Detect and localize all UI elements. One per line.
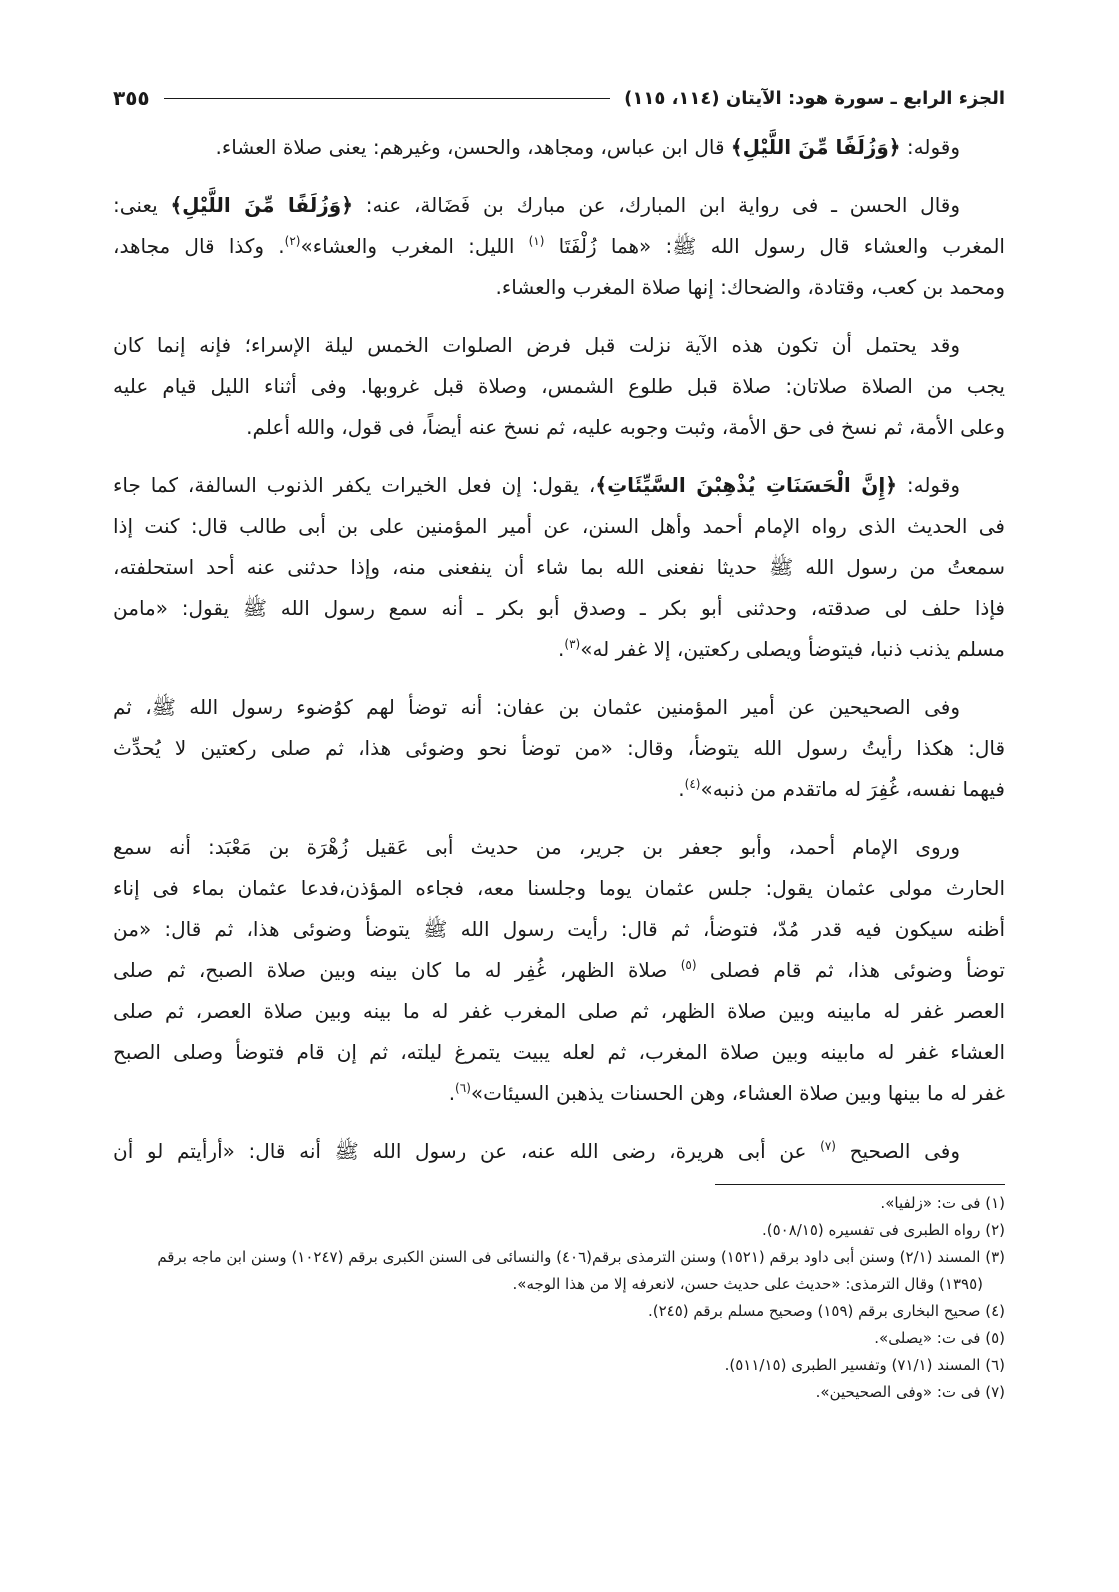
page-number: ٣٥٥ xyxy=(113,86,150,110)
footnote xyxy=(113,1190,1005,1217)
footnote-number: (٦) xyxy=(985,1356,1005,1374)
paragraph xyxy=(113,185,1005,308)
text-line xyxy=(113,407,1005,448)
text-line xyxy=(113,1032,1005,1073)
text-run: فيهما نفسه، غُفِرَ له ماتقدم من ذنبه» xyxy=(700,777,1005,801)
text-run: . xyxy=(558,637,565,661)
text-run: قال ابن عباس، ومجاهد، والحسن، وغيرهم: يعنى صلاة العشاء. xyxy=(215,135,731,159)
footnote-number: (١) xyxy=(985,1194,1005,1212)
text-line xyxy=(113,868,1005,909)
text-run: وقوله: xyxy=(896,473,960,497)
footnote-ref: (٦) xyxy=(455,1081,471,1095)
text-run: المغرب والعشاء قال رسول الله ﷺ: «هما زُلْفَتَا xyxy=(544,234,1005,258)
footnote xyxy=(113,1352,1005,1379)
text-run: مسلم يذنب ذنبا، فيتوضأ ويصلى ركعتين، إلا غفر له» xyxy=(580,637,1005,661)
footnotes xyxy=(113,1190,1005,1406)
footnote xyxy=(113,1298,1005,1325)
footnote-number: (٣) xyxy=(985,1248,1005,1266)
footnote-text: فى ت: «زلفيا». xyxy=(880,1194,981,1212)
footnote-text: صحيح البخارى برقم (١٥٩) وصحيح مسلم برقم (٢٤٥). xyxy=(647,1302,981,1320)
text-line xyxy=(113,325,1005,366)
text-line xyxy=(113,506,1005,547)
header-rule xyxy=(164,98,610,99)
footnote-ref: (٧) xyxy=(820,1139,836,1153)
footnote-ref: (٢) xyxy=(284,234,301,248)
footnote-text: المسند (٢/١) وسنن أبى داود برقم (١٥٢١) وسنن الترمذى برقم(٤٠٦) والنسائى فى السنن الكبرى برقم (١٠٢٤٧) وسنن ابن ماجه برقم (١٣٩٥) وقال الترمذى: «حديث على حديث حسن، لانعرفه إلا من هذا الوجه». xyxy=(157,1248,983,1293)
text-run: سمعتُ من رسول الله ﷺ حديثا نفعنى الله بما شاء أن ينفعنى منه، وإذا حدثنى عنه أحد استحلفته، xyxy=(113,555,1005,579)
footnote xyxy=(113,1244,1005,1298)
text-line xyxy=(113,769,1005,810)
paragraph xyxy=(113,827,1005,1114)
text-line xyxy=(113,267,1005,308)
quran-verse: ﴿وَزُلَفًا مِّنَ اللَّيْلِ﴾ xyxy=(730,135,901,159)
footnote-separator xyxy=(715,1184,1005,1185)
footnote-text: المسند (٧١/١) وتفسير الطبرى (٥١١/١٥). xyxy=(724,1356,981,1374)
text-run: فإذا حلف لى صدقته، وحدثنى أبو بكر ـ وصدق أبو بكر ـ أنه سمع رسول الله ﷺ يقول: «مامن xyxy=(113,596,1005,620)
text-run: يجب من الصلاة صلاتان: صلاة قبل طلوع الشمس، وصلاة قبل غروبها. وفى أثناء الليل قيام عليه xyxy=(113,374,1005,398)
text-line xyxy=(113,547,1005,588)
text-run: العشاء غفر له مابينه وبين صلاة المغرب، ثم لعله يبيت يتمرغ ليلته، ثم إن قام فتوضأ وصلى الصبح xyxy=(113,1040,1005,1064)
text-run: عن أبى هريرة، رضى الله عنه، عن رسول الله ﷺ أنه قال: «أرأيتم لو أن xyxy=(113,1139,821,1163)
page-header xyxy=(113,80,1005,116)
paragraph xyxy=(113,127,1005,168)
text-run: . xyxy=(678,777,685,801)
text-line xyxy=(113,629,1005,670)
text-line xyxy=(113,1131,1005,1172)
footnote-ref: (١) xyxy=(528,234,545,248)
footnote-number: (٧) xyxy=(985,1383,1005,1401)
text-line xyxy=(113,1073,1005,1114)
text-line xyxy=(113,185,1005,226)
paragraph xyxy=(113,687,1005,810)
footnote xyxy=(113,1379,1005,1406)
text-run: فى الحديث الذى رواه الإمام أحمد وأهل السنن، عن أمير المؤمنين على بن أبى طالب قال: كنت إذا xyxy=(113,514,1005,538)
footnote-ref: (٣) xyxy=(564,637,581,651)
footnote xyxy=(113,1217,1005,1244)
text-run: ومحمد بن كعب، وقتادة، والضحاك: إنها صلاة المغرب والعشاء. xyxy=(495,275,1005,299)
text-run: . وكذا قال مجاهد، xyxy=(113,234,285,258)
text-run: توضأ وضوئى هذا، ثم قام فصلى xyxy=(696,958,1005,982)
text-run: العصر غفر له مابينه وبين صلاة الظهر، ثم صلى المغرب غفر له ما بينه وبين صلاة العصر، ثم صلى xyxy=(113,999,1005,1023)
quran-verse: ﴿إِنَّ الْحَسَنَاتِ يُذْهِبْنَ السَّيِّئَاتِ﴾ xyxy=(595,473,897,497)
text-run: يعنى: xyxy=(113,193,171,217)
text-run: . xyxy=(448,1081,456,1105)
text-line xyxy=(113,827,1005,868)
paragraph xyxy=(113,325,1005,448)
text-run: وفى الصحيح xyxy=(835,1139,960,1163)
footnote xyxy=(113,1325,1005,1352)
text-line xyxy=(113,950,1005,991)
quran-verse: ﴿وَزُلَفًا مِّنَ اللَّيْلِ﴾ xyxy=(170,193,353,217)
footnote-ref: (٥) xyxy=(680,958,697,972)
text-run: وعلى الأمة، ثم نسخ فى حق الأمة، وثبت وجوبه عليه، ثم نسخ عنه أيضاً، فى قول، والله أعلم. xyxy=(246,415,1005,439)
text-line xyxy=(113,127,1005,168)
text-run: وروى الإمام أحمد، وأبو جعفر بن جرير، من حديث أبى عَقيل زُهْرَة بن مَعْبَد: أنه سمع xyxy=(113,835,960,859)
main-text xyxy=(113,127,1005,1189)
running-title: الجزء الرابع ـ سورة هود: الآيتان (١١٤، ١١٥) xyxy=(624,87,1005,109)
text-line xyxy=(113,909,1005,950)
text-run: الحارث مولى عثمان يقول: جلس عثمان يوما وجلسنا معه، فجاءه المؤذن،فدعا عثمان بماء فى إناء xyxy=(113,876,1005,900)
text-run: أظنه سيكون فيه قدر مُدّ، فتوضأ، ثم قال: رأيت رسول الله ﷺ يتوضأ وضوئى هذا، ثم قال: «من xyxy=(113,917,1005,941)
text-line xyxy=(113,366,1005,407)
footnote-number: (٢) xyxy=(985,1221,1005,1239)
footnote-text: رواه الطبرى فى تفسيره (٥٠٨/١٥). xyxy=(761,1221,981,1239)
paragraph xyxy=(113,465,1005,670)
text-line xyxy=(113,991,1005,1032)
text-line xyxy=(113,728,1005,769)
text-line xyxy=(113,226,1005,267)
text-run: قال: هكذا رأيتُ رسول الله يتوضأ، وقال: «من توضأ نحو وضوئى هذا، ثم صلى ركعتين لا يُحدِّث xyxy=(113,736,1005,760)
paragraph xyxy=(113,1131,1005,1172)
text-line xyxy=(113,588,1005,629)
text-run: صلاة الظهر، غُفِر له ما كان بينه وبين صلاة الصبح، ثم صلى xyxy=(113,958,681,982)
footnote-text: فى ت: «وفى الصحيحين». xyxy=(815,1383,981,1401)
text-run: وقال الحسن ـ فى رواية ابن المبارك، عن مبارك بن فَضَالة، عنه: xyxy=(352,193,961,217)
footnote-number: (٥) xyxy=(985,1329,1005,1347)
text-run: وقد يحتمل أن تكون هذه الآية نزلت قبل فرض الصلوات الخمس ليلة الإسراء؛ فإنه إنما كان xyxy=(113,333,960,357)
footnote-ref: (٤) xyxy=(684,777,701,791)
text-run: وفى الصحيحين عن أمير المؤمنين عثمان بن عفان: أنه توضأ لهم كوُضوء رسول الله ﷺ، ثم xyxy=(113,695,960,719)
text-run: ، يقول: إن فعل الخيرات يكفر الذنوب السالفة، كما جاء xyxy=(113,473,596,497)
text-run: غفر له ما بينها وبين صلاة العشاء، وهن الحسنات يذهبن السيئات» xyxy=(470,1081,1005,1105)
text-line xyxy=(113,687,1005,728)
text-line xyxy=(113,465,1005,506)
text-run: وقوله: xyxy=(900,135,960,159)
footnote-number: (٤) xyxy=(985,1302,1005,1320)
text-run: الليل: المغرب والعشاء» xyxy=(300,234,529,258)
footnote-text: فى ت: «يصلى». xyxy=(874,1329,981,1347)
